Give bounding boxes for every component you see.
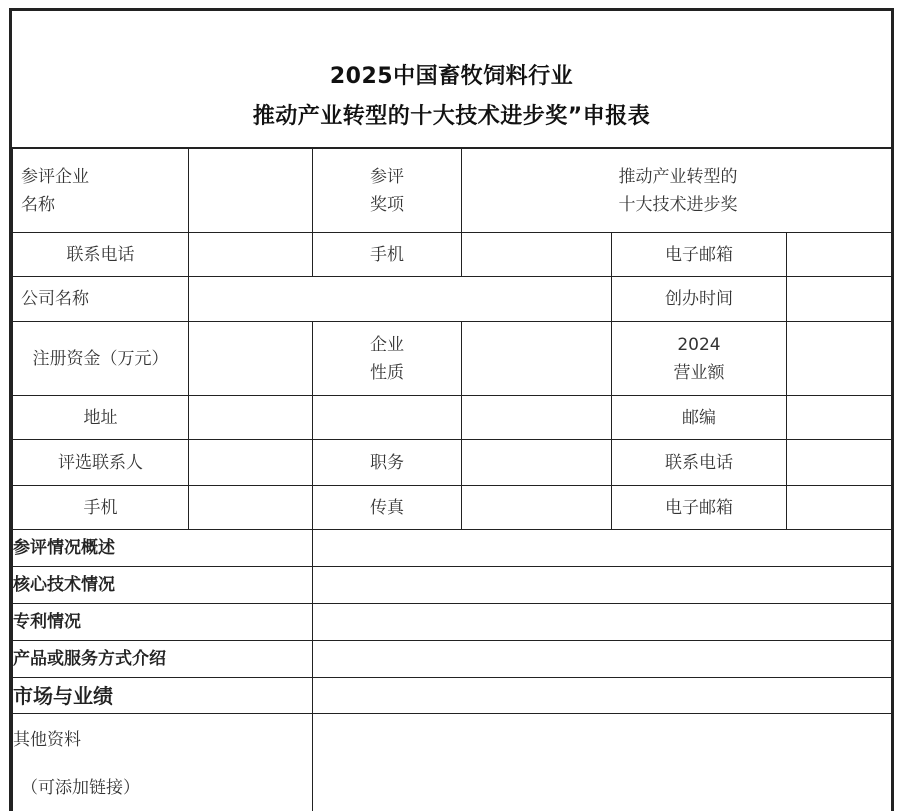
field-address-3[interactable] <box>462 396 612 440</box>
field-revenue[interactable] <box>787 322 895 396</box>
field-mobile[interactable] <box>462 233 612 277</box>
field-email[interactable] <box>787 233 895 277</box>
field-other[interactable] <box>313 714 895 811</box>
label-company-nature <box>313 322 462 396</box>
label-mobile: 手机 <box>313 233 462 277</box>
form-title-line-2: 推动产业转型的十大技术进步奖”申报表 <box>252 104 651 129</box>
label-address: 地址 <box>13 396 189 440</box>
field-products[interactable] <box>313 641 895 678</box>
row-company <box>13 277 895 322</box>
field-contact-phone[interactable] <box>189 233 313 277</box>
field-patents[interactable] <box>313 604 895 641</box>
application-form-sheet <box>9 8 894 811</box>
application-form-table <box>12 148 894 811</box>
label-company-name: 公司名称 <box>13 277 189 322</box>
label-revenue <box>612 322 787 396</box>
row-address <box>13 396 895 440</box>
label-company-nature-line1: 企业 <box>370 334 404 355</box>
row-products <box>13 641 895 678</box>
row-overview <box>13 530 895 567</box>
field-company-name[interactable] <box>189 277 612 322</box>
label-other <box>13 714 313 811</box>
row-selection-contact <box>13 440 895 486</box>
value-award <box>462 149 895 233</box>
field-mobile-2[interactable] <box>189 486 313 530</box>
label-award <box>313 149 462 233</box>
label-other-note: （可添加链接） <box>21 778 140 798</box>
value-award-line1: 推动产业转型的 <box>618 166 738 187</box>
form-title-block <box>12 11 891 148</box>
label-mobile-2: 手机 <box>13 486 189 530</box>
field-contact-phone-2[interactable] <box>787 440 895 486</box>
field-position[interactable] <box>462 440 612 486</box>
label-registered-capital: 注册资金（万元） <box>13 322 189 396</box>
row-market <box>13 678 895 714</box>
label-applicant-name <box>13 149 189 233</box>
label-email-2: 电子邮箱 <box>612 486 787 530</box>
label-overview: 参评情况概述 <box>13 530 313 567</box>
label-contact-phone-2: 联系电话 <box>612 440 787 486</box>
field-founded[interactable] <box>787 277 895 322</box>
label-award-line1: 参评 <box>370 166 404 187</box>
row-capital <box>13 322 895 396</box>
row-mobile-fax <box>13 486 895 530</box>
field-fax[interactable] <box>462 486 612 530</box>
label-fax: 传真 <box>313 486 462 530</box>
label-patents: 专利情况 <box>13 604 313 641</box>
row-applicant <box>13 149 895 233</box>
label-applicant-name-line1: 参评企业 <box>21 166 89 187</box>
field-address-2[interactable] <box>313 396 462 440</box>
field-email-2[interactable] <box>787 486 895 530</box>
label-position: 职务 <box>313 440 462 486</box>
field-address-1[interactable] <box>189 396 313 440</box>
row-contact <box>13 233 895 277</box>
form-title-line-1: 2025中国畜牧饲料行业 <box>329 64 574 89</box>
field-applicant-name[interactable] <box>189 149 313 233</box>
row-patents <box>13 604 895 641</box>
field-postcode[interactable] <box>787 396 895 440</box>
label-founded: 创办时间 <box>612 277 787 322</box>
label-revenue-line2: 营业额 <box>673 362 725 383</box>
field-selection-contact[interactable] <box>189 440 313 486</box>
field-company-nature[interactable] <box>462 322 612 396</box>
value-award-line2: 十大技术进步奖 <box>618 194 738 215</box>
row-other <box>13 714 895 811</box>
label-market: 市场与业绩 <box>13 678 313 714</box>
row-core-tech <box>13 567 895 604</box>
label-other-title: 其他资料 <box>13 730 81 750</box>
label-products: 产品或服务方式介绍 <box>13 641 313 678</box>
field-core-tech[interactable] <box>313 567 895 604</box>
label-core-tech: 核心技术情况 <box>13 567 313 604</box>
label-revenue-line1: 2024 <box>677 334 721 355</box>
field-registered-capital[interactable] <box>189 322 313 396</box>
label-award-line2: 奖项 <box>370 194 404 215</box>
label-selection-contact: 评选联系人 <box>13 440 189 486</box>
field-overview[interactable] <box>313 530 895 567</box>
label-postcode: 邮编 <box>612 396 787 440</box>
label-company-nature-line2: 性质 <box>370 362 404 383</box>
label-contact-phone: 联系电话 <box>13 233 189 277</box>
field-market[interactable] <box>313 678 895 714</box>
label-email: 电子邮箱 <box>612 233 787 277</box>
label-applicant-name-line2: 名称 <box>21 194 55 215</box>
